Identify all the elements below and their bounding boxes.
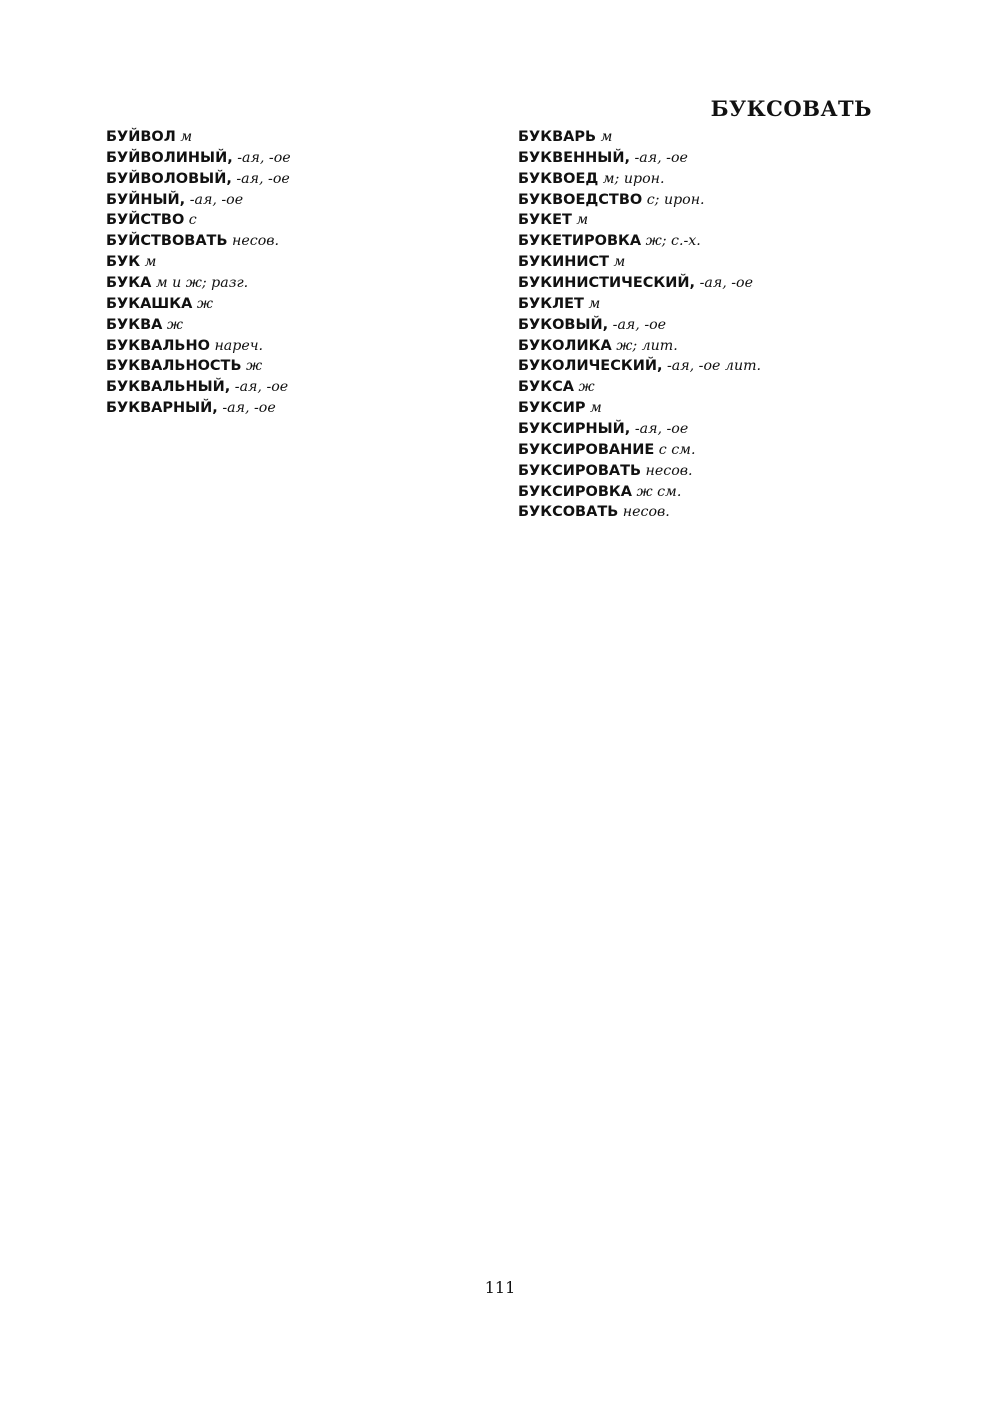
headword: БУКЕТИРОВКА (518, 233, 642, 250)
left-column (80, 128, 458, 524)
dictionary-entry (492, 441, 870, 461)
headword: БУКСИРОВАТЬ (518, 462, 642, 479)
grammar-label: несов. (622, 504, 670, 521)
dictionary-entry (80, 274, 458, 294)
headword: БУКВОЕД (518, 170, 599, 187)
grammar-label: м (588, 295, 601, 312)
headword: БУКА (106, 275, 152, 292)
headword: БУКСОВАТЬ (518, 504, 619, 521)
dictionary-entry (492, 337, 870, 357)
dictionary-entry (492, 232, 870, 252)
dictionary-entry (492, 253, 870, 273)
dictionary-entry (80, 128, 458, 148)
grammar-label: -ая, -ое (234, 379, 289, 396)
grammar-label: ж (578, 379, 595, 396)
headword: БУКЕТ (518, 212, 572, 229)
grammar-label: с; ирон. (646, 191, 705, 208)
dictionary-entry (492, 483, 870, 503)
grammar-label: -ая, -ое (634, 421, 689, 438)
dictionary-columns (80, 128, 870, 524)
dictionary-entry (80, 211, 458, 231)
running-head: БУКСОВАТЬ (710, 96, 872, 121)
page-number: 111 (484, 1278, 516, 1297)
grammar-label: м (180, 129, 193, 145)
grammar-label: -ая, -ое (222, 400, 276, 417)
grammar-label: ж см. (636, 483, 682, 500)
dictionary-entry (492, 503, 870, 523)
grammar-label: ж (166, 316, 184, 333)
grammar-label: м (576, 212, 589, 229)
headword: БУКСИР (518, 400, 586, 417)
grammar-label: с (188, 212, 197, 229)
headword: БУКСИРНЫЙ, (518, 421, 631, 438)
dictionary-entry (492, 274, 870, 294)
headword: БУКАШКА (106, 295, 193, 312)
dictionary-entry (492, 378, 870, 398)
headword: БУЙСТВОВАТЬ (106, 233, 228, 250)
dictionary-entry (492, 462, 870, 482)
dictionary-entry (80, 316, 458, 336)
headword: БУКИНИСТИЧЕСКИЙ, (518, 275, 696, 292)
headword: БУКСИРОВКА (518, 483, 632, 500)
headword: БУКОЛИЧЕСКИЙ, (518, 358, 663, 375)
dictionary-entry (492, 295, 870, 315)
dictionary-entry (80, 337, 458, 357)
dictionary-entry (492, 170, 870, 190)
grammar-label: -ая, -ое (237, 149, 291, 166)
grammar-label: ж; с.-х. (645, 233, 701, 250)
headword: БУКЛЕТ (518, 295, 584, 312)
grammar-label: м (590, 400, 602, 417)
grammar-label: несов. (232, 233, 280, 250)
headword: БУКВОЕДСТВО (518, 191, 643, 208)
grammar-label: -ая, -ое (699, 275, 753, 292)
grammar-label: -ая, -ое лит. (667, 358, 762, 375)
grammar-label: -ая, -ое (612, 316, 667, 333)
dictionary-entry (492, 420, 870, 440)
dictionary-entry (80, 191, 458, 211)
headword: БУЙВОЛИНЫЙ, (106, 149, 233, 166)
dictionary-entry (80, 232, 458, 252)
grammar-label: м (613, 254, 626, 271)
headword: БУКВАЛЬНЫЙ, (106, 379, 231, 396)
dictionary-entry (80, 253, 458, 273)
headword: БУЙНЫЙ, (106, 191, 186, 208)
headword: БУКСА (518, 379, 574, 396)
headword: БУКОЛИКА (518, 337, 612, 354)
headword: БУКСИРОВАНИЕ (518, 441, 655, 458)
headword: БУКОВЫЙ, (518, 316, 609, 333)
grammar-label: -ая, -ое (236, 170, 290, 187)
grammar-label: ж (246, 358, 263, 375)
headword: БУКВЕННЫЙ, (518, 149, 630, 166)
headword: БУК (106, 254, 141, 271)
dictionary-entry (492, 128, 870, 148)
grammar-label: м и ж; разг. (155, 275, 249, 292)
grammar-label: м (144, 254, 157, 271)
headword: БУЙВОЛОВЫЙ, (106, 170, 232, 187)
dictionary-entry (492, 399, 870, 419)
headword: БУЙВОЛ (106, 129, 176, 145)
dictionary-entry (492, 191, 870, 211)
dictionary-entry (492, 316, 870, 336)
grammar-label: с см. (658, 441, 696, 458)
grammar-label: несов. (645, 462, 693, 479)
dictionary-entry (492, 211, 870, 231)
grammar-label: м (600, 129, 613, 145)
headword: БУКВА (106, 316, 163, 333)
headword: БУКВАРНЫЙ, (106, 400, 218, 417)
dictionary-entry (80, 399, 458, 419)
dictionary-entry (492, 357, 870, 377)
dictionary-entry (80, 357, 458, 377)
grammar-label: -ая, -ое (634, 149, 688, 166)
headword: БУЙСТВО (106, 212, 185, 229)
dictionary-entry (80, 295, 458, 315)
grammar-label: ж (196, 295, 213, 312)
grammar-label: -ая, -ое (189, 191, 244, 208)
dictionary-entry (80, 170, 458, 190)
dictionary-entry (80, 149, 458, 169)
dictionary-entry (492, 149, 870, 169)
grammar-label: ж; лит. (616, 337, 678, 354)
headword: БУКИНИСТ (518, 254, 610, 271)
headword: БУКВАЛЬНО (106, 337, 210, 354)
right-column (492, 128, 870, 524)
grammar-label: нареч. (214, 337, 264, 354)
grammar-label: м; ирон. (602, 170, 665, 187)
dictionary-entry (80, 378, 458, 398)
headword: БУКВАРЬ (518, 129, 597, 145)
headword: БУКВАЛЬНОСТЬ (106, 358, 242, 375)
